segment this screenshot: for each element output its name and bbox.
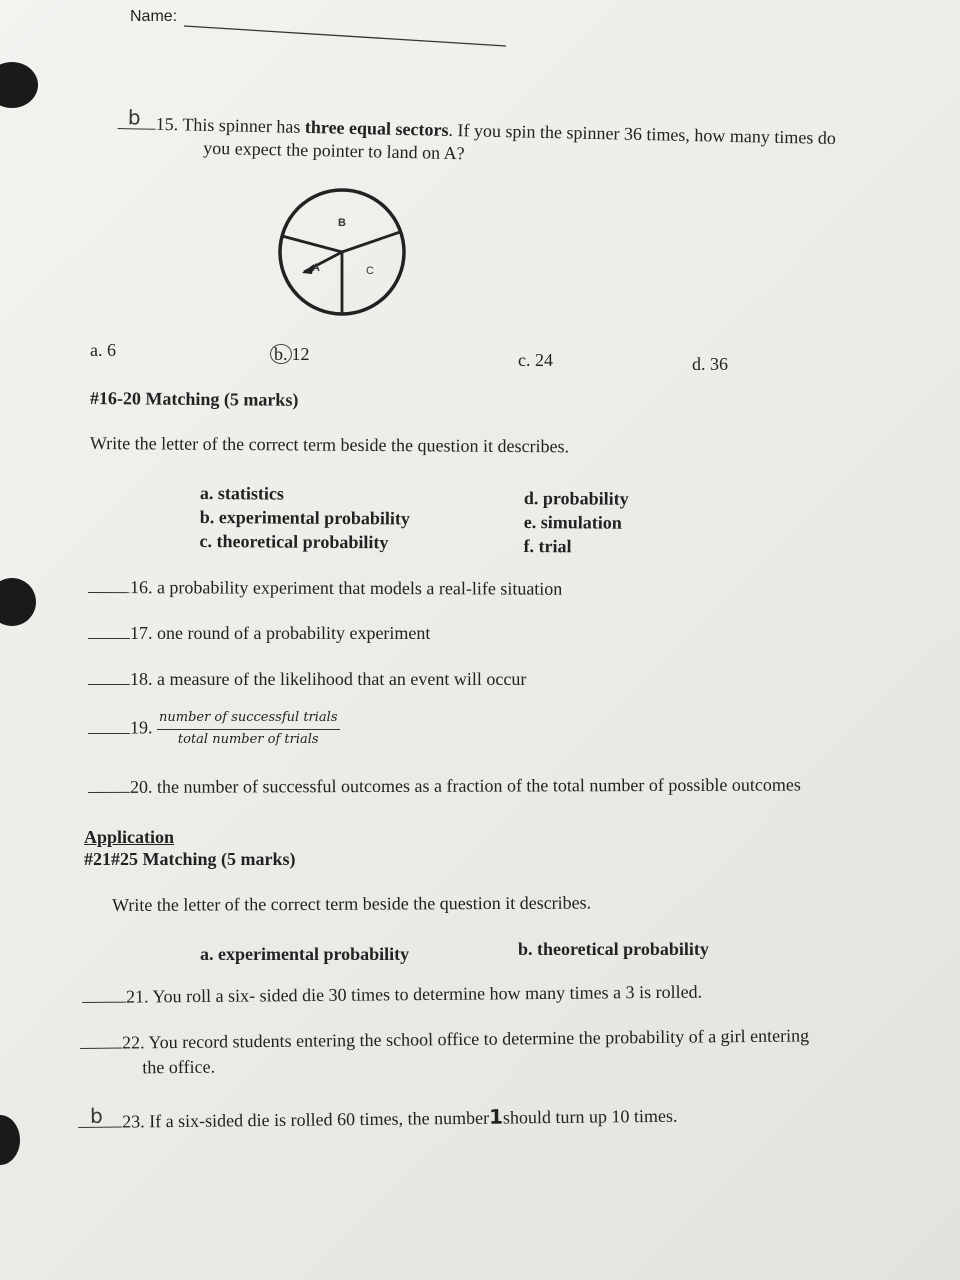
question-23-number-one: 1 [488,1104,504,1129]
section2-instruction: Write the letter of the correct term beside the question it describes. [112,892,592,915]
spinner-divider-top [282,236,342,252]
question-text-18: a measure of the likelihood that an event will occur [157,669,527,689]
term-c: c. theoretical probability [199,530,389,553]
question-17 [88,622,430,645]
question-text-23-pre: If a six-sided die is rolled 60 times, the number [149,1107,490,1132]
term-a: a. statistics [199,482,284,504]
fraction-denominator: total number of trials [177,731,319,747]
term-e: e. simulation [523,511,622,533]
question-number-19: 19. [130,717,153,738]
question-number-23: 23. [122,1111,145,1132]
answer-blank-20[interactable] [88,776,130,793]
question-text-22: You record students entering the school office to determine the probability of a girl entering [148,1025,810,1053]
q15-text-pre: This spinner has [182,114,306,137]
answer-blank-18[interactable] [88,668,130,685]
name-field [130,8,177,26]
term-theoretical: b. theoretical probability [518,939,709,959]
question-number-22: 22. [122,1032,145,1053]
answer-blank-16[interactable] [88,576,130,593]
question-22 [80,1024,809,1080]
choice-b[interactable] [270,344,310,365]
answer-blank-19[interactable] [88,717,130,734]
question-text-17: one round of a probability experiment [157,623,431,643]
choice-c[interactable]: c. 24 [518,350,553,370]
answer-blank-22[interactable] [80,1032,122,1049]
answer-blank-21[interactable] [82,986,126,1003]
question-text-20: the number of successful outcomes as a fraction of the total number of possible outcomes [157,774,801,797]
handwritten-answer-15: b [127,105,141,130]
question-text-23-post: should turn up 10 times. [502,1105,678,1128]
term-b: b. experimental probability [199,506,411,529]
question-15 [117,105,837,174]
handwritten-answer-23: b [89,1103,103,1128]
choice-b-circled-letter: b. [270,344,292,364]
question-18 [88,668,526,691]
q15-text-bold: three equal sectors [304,116,449,140]
q15-text-post: . If you spin the spinner 36 times, how many times do [448,119,837,149]
answer-blank-23[interactable] [78,1103,122,1128]
choice-d[interactable]: d. 36 [692,354,728,374]
question-text-22-line2: the office. [142,1056,216,1078]
fraction-19 [157,710,340,749]
name-line [184,22,514,52]
binder-hole-middle [0,578,36,626]
question-16 [88,576,562,601]
term-list-right [523,486,628,559]
question-23 [78,1102,678,1135]
spinner-divider-right [342,232,400,252]
question-number-20: 20. [130,776,153,797]
sector-label-c: C [366,265,374,277]
question-text-21: You roll a six- sided die 30 times to determine how many times a 3 is rolled. [152,981,703,1007]
question-number-16: 16. [129,577,153,598]
binder-hole-bottom [0,1115,20,1165]
section2-heading: #21#25 Matching (5 marks) [84,849,296,869]
section1-instruction: Write the letter of the correct term beside the question it describes. [89,432,570,457]
q15-text-line2: you expect the pointer to land on A? [203,138,465,164]
question-number-21: 21. [126,986,149,1007]
section1-heading: #16-20 Matching (5 marks) [89,387,299,410]
question-number-18: 18. [130,669,153,689]
question-21 [82,981,702,1010]
choice-b-value: 12 [291,344,310,364]
section2-title: Application [84,827,175,847]
question-19 [88,710,340,749]
sector-label-b: B [338,217,346,229]
term-list-left [199,481,410,554]
fraction-numerator: number of successful trials [157,710,340,730]
spinner-diagram [274,188,414,320]
question-20 [88,774,801,800]
answer-blank-15[interactable] [118,105,156,130]
question-number-15: 15. [155,113,179,135]
term-experimental: a. experimental probability [200,944,410,964]
question-text-16: a probability experiment that models a real-life situation [156,577,563,599]
answer-blank-17[interactable] [88,622,130,639]
sector-label-a: A [312,262,320,274]
question-number-17: 17. [130,623,153,643]
term-d: d. probability [523,487,629,509]
binder-hole-top [0,62,38,108]
term-f: f. trial [523,535,572,557]
name-label: Name: [130,8,178,25]
choice-a[interactable]: a. 6 [90,340,116,360]
